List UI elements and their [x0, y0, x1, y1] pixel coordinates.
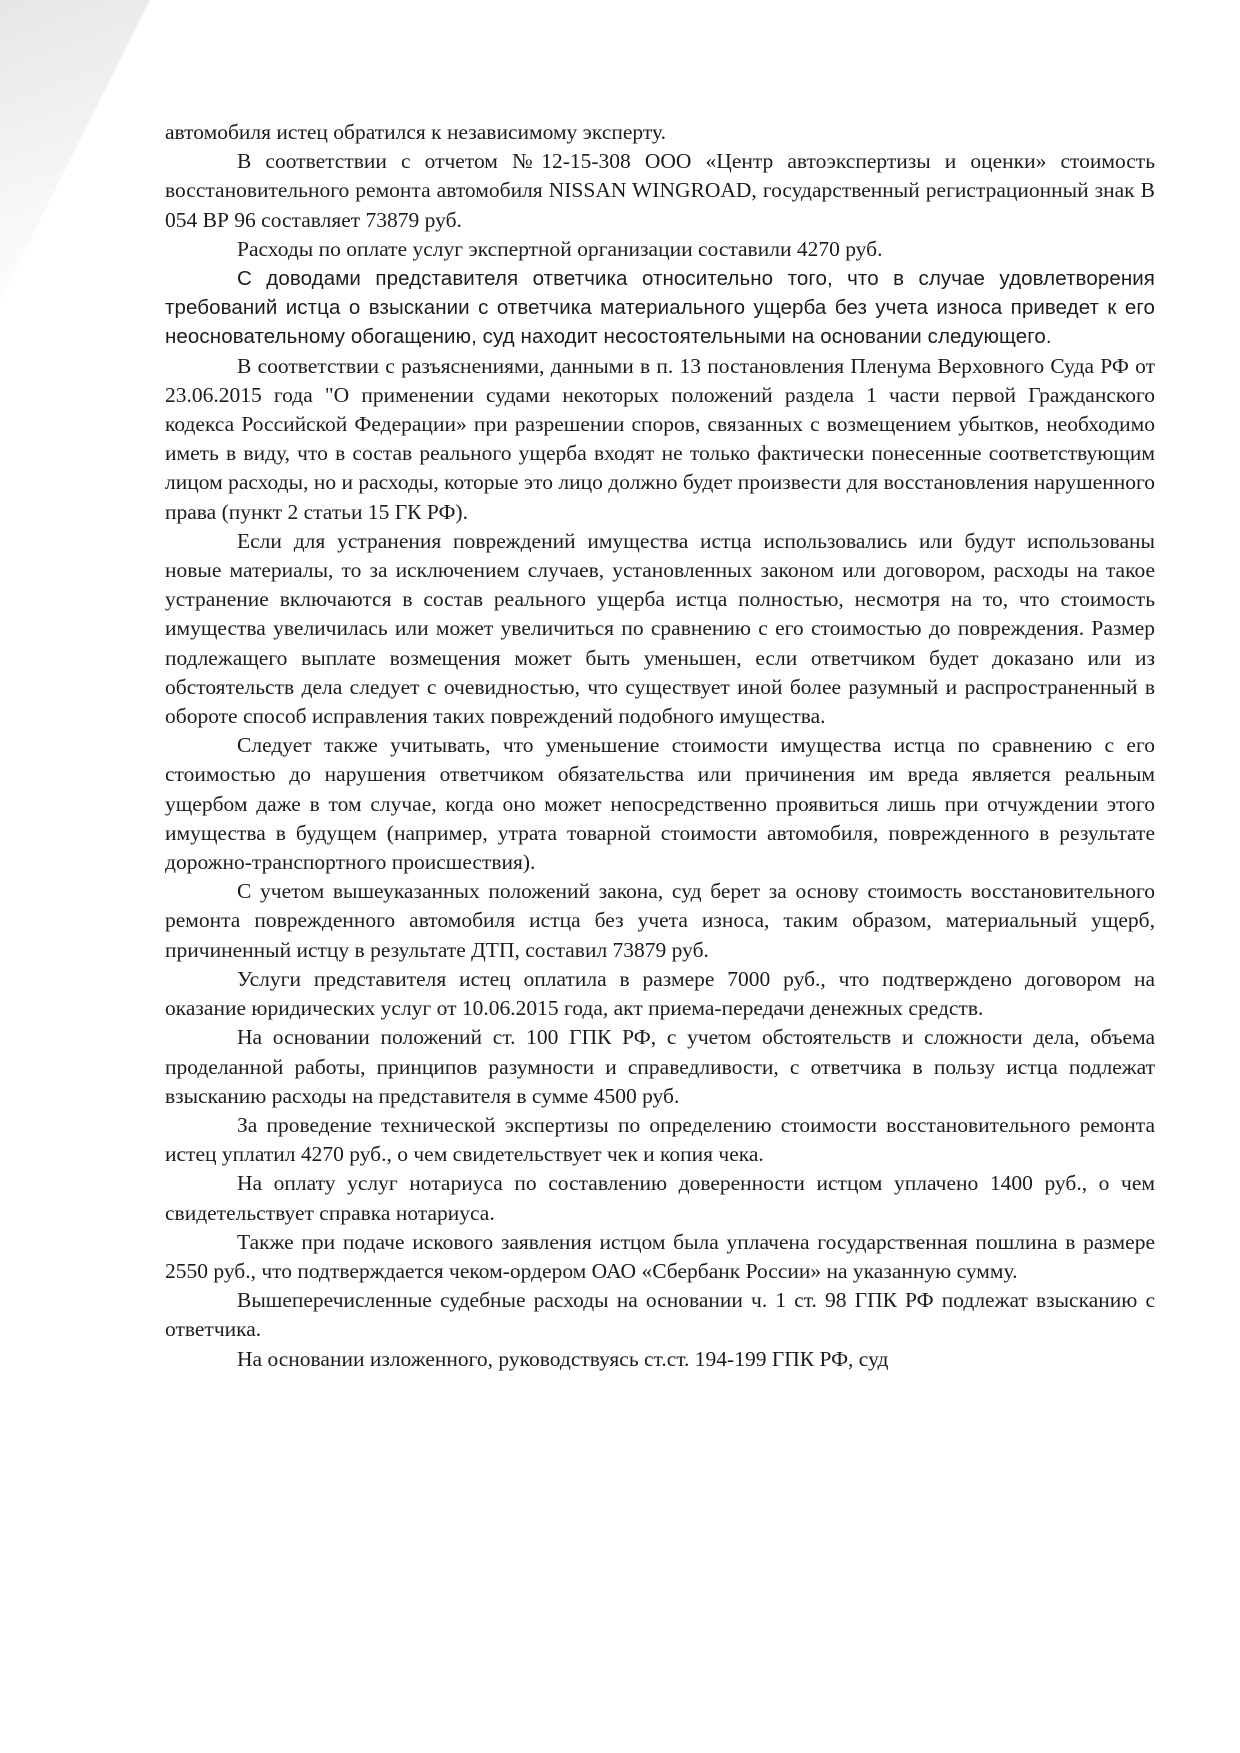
- paragraph: На оплату услуг нотариуса по составлению доверенности истцом уплачено 1400 руб., о чем свидетельствует справка нотариуса.: [165, 1171, 1155, 1225]
- scan-fold-shadow: [0, 0, 150, 300]
- paragraph: Следует также учитывать, что уменьшение стоимости имущества истца по сравнению с его стоимостью до нарушения ответчиком обязательства или причинения им вреда является реальным ущербом даже в том случае, когда оно может непосредственно проявиться лишь при отчуждении этого имущества в будущем (например, утрата товарной стоимости автомобиля, поврежденного в результате дорожно-транспортного происшествия).: [165, 733, 1155, 875]
- paragraph: На основании положений ст. 100 ГПК РФ, с учетом обстоятельств и сложности дела, объема проделанной работы, принципов разумности и справедливости, с ответчика в пользу истца подлежат взысканию расходы на представителя в сумме 4500 руб.: [165, 1025, 1155, 1108]
- paragraph: Также при подаче искового заявления истцом была уплачена государственная пошлина в размере 2550 руб., что подтверждается чеком-ордером ОАО «Сбербанк России» на указанную сумму.: [165, 1229, 1155, 1283]
- paragraph: В соответствии с отчетом №12-15-308 ООО «Центр автоэкспертизы и оценки» стоимость восстановительного ремонта автомобиля NISSAN WINGROAD, государственный регистрационный знак В 054 ВР 96 составляет 73879 руб.: [165, 149, 1155, 232]
- paragraph: Вышеперечисленные судебные расходы на основании ч. 1 ст. 98 ГПК РФ подлежат взысканию с ответчика.: [165, 1288, 1155, 1342]
- paragraph: автомобиля истец обратился к независимому эксперту.: [165, 120, 666, 144]
- paragraph: С учетом вышеуказанных положений закона, суд берет за основу стоимость восстановительного ремонта поврежденного автомобиля истца без учета износа, таким образом, материальный ущерб, причиненный истцу в результате ДТП, составил 73879 руб.: [165, 879, 1155, 962]
- paragraph: Если для устранения повреждений имущества истца использовались или будут использованы новые материалы, то за исключением случаев, установленных законом или договором, расходы на такое устранение включаются в состав реального ущерба истца полностью, несмотря на то, что стоимость имущества увеличилась или может увеличиться по сравнению с его стоимостью до повреждения. Размер подлежащего выплате возмещения может быть уменьшен, если ответчиком будет доказано или из обстоятельств дела следует с очевидностью, что существует иной более разумный и распространенный в обороте способ исправления таких повреждений подобного имущества.: [165, 528, 1155, 729]
- paragraph: На основании изложенного, руководствуясь ст.ст. 194-199 ГПК РФ, суд: [237, 1346, 889, 1371]
- document-body: [165, 118, 1155, 1374]
- paragraph: В соответствии с разъяснениями, данными в п. 13 постановления Пленума Верховного Суда РФ от 23.06.2015 года "О применении судами некоторых положений раздела 1 части первой Гражданского кодекса Российской Федерации» при разрешении споров, связанных с возмещением убытков, необходимо иметь в виду, что в состав реального ущерба входят не только фактически понесенные соответствующим лицом расходы, но и расходы, которые это лицо должно будет произвести для восстановления нарушенного права (пункт 2 статьи 15 ГК РФ).: [165, 353, 1155, 524]
- paragraph: С доводами представителя ответчика относительно того, что в случае удовлетворения требований истца о взыскании с ответчика материального ущерба без учета износа приведет к его неосновательному обогащению, суд находит несостоятельными на основании следующего.: [165, 267, 1155, 349]
- paragraph: Услуги представителя истец оплатила в размере 7000 руб., что подтверждено договором на оказание юридических услуг от 10.06.2015 года, акт приема-передачи денежных средств.: [165, 966, 1155, 1021]
- paragraph: За проведение технической экспертизы по определению стоимости восстановительного ремонта истец уплатил 4270 руб., о чем свидетельствует чек и копия чека.: [165, 1112, 1155, 1167]
- paragraph: Расходы по оплате услуг экспертной организации составили 4270 руб.: [237, 236, 883, 261]
